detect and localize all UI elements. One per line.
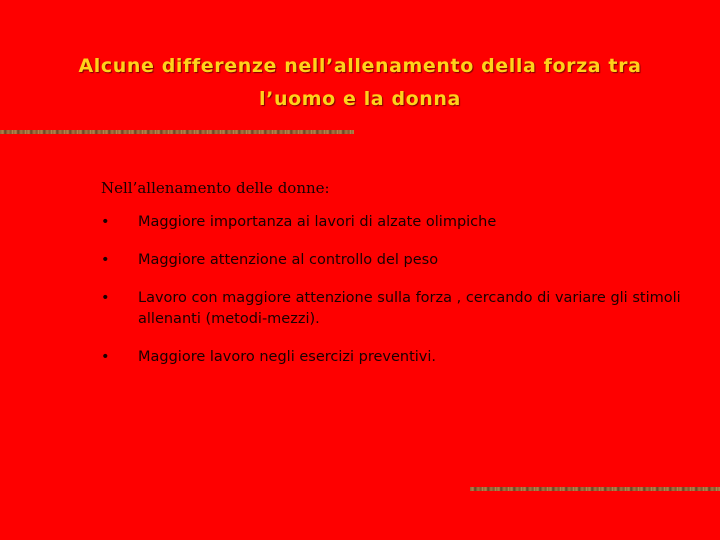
slide-title [20, 50, 700, 116]
slide-title-line-1: Alcune differenze nell’allenamento della forza tra [78, 55, 642, 77]
list-item [101, 288, 701, 330]
list-item [101, 212, 701, 233]
section-subheading: Nell’allenamento delle donne: [101, 179, 330, 197]
list-item [101, 250, 701, 271]
bullet-icon: • [101, 214, 110, 230]
list-item-text: Lavoro con maggiore attenzione sulla forza , cercando di variare gli stimoli allenanti (metodi-mezzi). [138, 290, 681, 327]
list-item-text: Maggiore importanza ai lavori di alzate olimpiche [138, 214, 497, 230]
slide-title-line-2: l’uomo e la donna [259, 88, 461, 110]
decorative-divider-top [0, 130, 354, 134]
bullet-icon: • [101, 290, 110, 306]
bullet-icon: • [101, 252, 110, 268]
list-item [101, 347, 701, 368]
bullet-icon: • [101, 349, 110, 365]
decorative-divider-bottom [470, 487, 720, 491]
list-item-text: Maggiore lavoro negli esercizi preventivi. [138, 349, 437, 365]
bullet-list [101, 212, 701, 385]
list-item-text: Maggiore attenzione al controllo del peso [138, 252, 439, 268]
